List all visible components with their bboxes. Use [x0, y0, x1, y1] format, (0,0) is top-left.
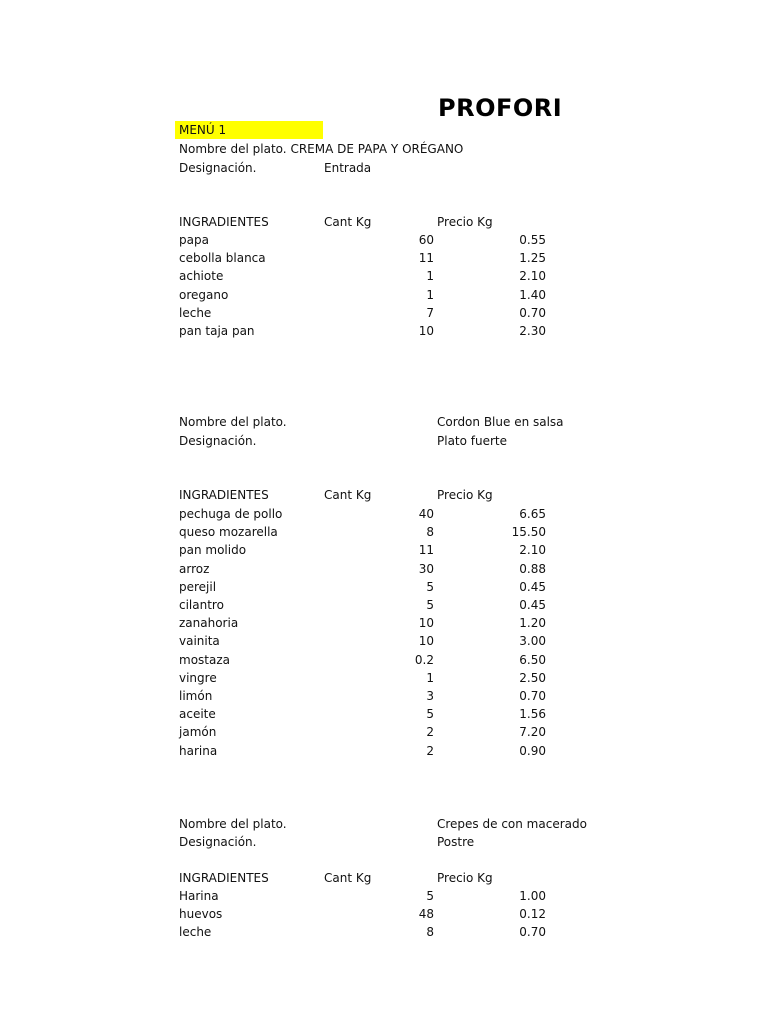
price-cell[interactable]: 1.00: [519, 889, 546, 903]
ingredient-name-cell[interactable]: pechuga de pollo: [179, 507, 283, 521]
table-row: [0, 632, 549, 650]
price-cell[interactable]: 0.90: [519, 743, 546, 758]
designation-row: [0, 159, 549, 177]
price-cell[interactable]: 3.00: [519, 634, 546, 649]
quantity-cell[interactable]: 0.2: [414, 652, 434, 667]
ingredient-name-cell[interactable]: arroz: [179, 561, 210, 576]
ingredient-name-cell[interactable]: leche: [179, 305, 212, 320]
price-cell[interactable]: 0.12: [519, 907, 546, 922]
table-row: [0, 286, 549, 304]
ingredient-name-cell[interactable]: queso mozarella: [179, 525, 278, 540]
quantity-cell[interactable]: 48: [418, 907, 434, 922]
table-row: [0, 742, 549, 760]
ingredient-name-cell[interactable]: limón: [179, 689, 213, 703]
price-cell[interactable]: 0.70: [519, 305, 546, 320]
designation-label[interactable]: Designación.: [179, 835, 257, 849]
ingredient-name-cell[interactable]: oregano: [179, 287, 229, 302]
ingredient-name-cell[interactable]: vainita: [179, 634, 220, 649]
table-row: [0, 267, 549, 285]
table-row: [0, 887, 549, 905]
dish-name-row: [0, 815, 587, 833]
quantity-header[interactable]: Cant Kg: [324, 488, 372, 502]
ingredients-header[interactable]: INGRADIENTES: [179, 215, 269, 229]
price-header[interactable]: Precio Kg: [437, 488, 493, 502]
table-row: [0, 249, 549, 267]
designation-row: [0, 432, 549, 450]
ingredient-name-cell[interactable]: perejil: [179, 579, 217, 594]
quantity-cell[interactable]: 5: [426, 579, 434, 594]
dish-name-row: [0, 413, 564, 431]
designation-label[interactable]: Designación.: [179, 161, 257, 175]
price-cell[interactable]: 1.40: [519, 287, 546, 302]
dish-name-label-with-value[interactable]: Nombre del plato. CREMA DE PAPA Y ORÉGANO: [179, 142, 464, 156]
quantity-cell[interactable]: 3: [426, 689, 434, 703]
ingredient-name-cell[interactable]: harina: [179, 743, 218, 758]
quantity-cell[interactable]: 2: [426, 743, 434, 758]
designation-value[interactable]: Plato fuerte: [437, 434, 508, 448]
price-header[interactable]: Precio Kg: [437, 871, 493, 885]
price-cell[interactable]: 1.25: [519, 251, 546, 266]
price-cell[interactable]: 0.70: [519, 689, 546, 703]
table-row: [0, 505, 549, 523]
table-row: [0, 651, 549, 669]
table-header-row: [0, 486, 549, 504]
ingredient-name-cell[interactable]: vingre: [179, 670, 217, 685]
quantity-cell[interactable]: 5: [426, 707, 434, 722]
ingredient-name-cell[interactable]: cilantro: [179, 598, 224, 612]
price-cell[interactable]: 0.70: [519, 925, 546, 940]
quantity-cell[interactable]: 11: [418, 543, 434, 558]
ingredient-name-cell[interactable]: jamón: [179, 725, 217, 740]
table-row: [0, 541, 549, 559]
price-cell[interactable]: 2.50: [519, 670, 546, 685]
price-cell[interactable]: 2.10: [519, 543, 546, 558]
designation-value[interactable]: Entrada: [324, 161, 372, 175]
table-row: [0, 523, 549, 541]
price-cell[interactable]: 6.50: [519, 652, 546, 667]
price-cell[interactable]: 1.56: [519, 707, 546, 722]
price-cell[interactable]: 6.65: [519, 507, 546, 521]
designation-label[interactable]: Designación.: [179, 434, 257, 448]
price-cell[interactable]: 15.50: [511, 525, 546, 540]
dish-name-row: [0, 140, 549, 158]
quantity-cell[interactable]: 7: [426, 305, 434, 320]
dish-name-value[interactable]: Cordon Blue en salsa: [437, 415, 564, 429]
ingredient-name-cell[interactable]: zanahoria: [179, 616, 239, 631]
quantity-cell[interactable]: 30: [418, 561, 434, 576]
price-cell[interactable]: 0.55: [519, 233, 546, 247]
ingredient-name-cell[interactable]: mostaza: [179, 652, 230, 667]
ingredient-name-cell[interactable]: aceite: [179, 707, 216, 722]
quantity-cell[interactable]: 10: [418, 324, 434, 338]
ingredient-name-cell[interactable]: pan taja pan: [179, 324, 255, 338]
quantity-cell[interactable]: 11: [418, 251, 434, 266]
table-row: [0, 322, 549, 340]
ingredient-name-cell[interactable]: leche: [179, 925, 212, 940]
quantity-cell[interactable]: 5: [426, 889, 434, 903]
quantity-cell[interactable]: 8: [426, 525, 434, 540]
ingredient-name-cell[interactable]: pan molido: [179, 543, 247, 558]
price-cell[interactable]: 7.20: [519, 725, 546, 740]
price-cell[interactable]: 2.30: [519, 324, 546, 338]
table-row: [0, 905, 549, 923]
price-cell[interactable]: 0.45: [519, 579, 546, 594]
price-cell[interactable]: 0.88: [519, 561, 546, 576]
table-row: [0, 723, 549, 741]
table-row: [0, 923, 549, 941]
quantity-cell[interactable]: 60: [418, 233, 434, 247]
ingredient-name-cell[interactable]: huevos: [179, 907, 223, 922]
dish-name-value: CREMA DE PAPA Y ORÉGANO: [290, 142, 464, 156]
ingredient-name-cell[interactable]: Harina: [179, 889, 219, 903]
dish-name-value[interactable]: Crepes de con macerado: [437, 817, 587, 831]
quantity-cell[interactable]: 8: [426, 925, 434, 940]
ingredient-name-cell[interactable]: papa: [179, 233, 209, 247]
quantity-cell[interactable]: 5: [426, 598, 434, 612]
price-header[interactable]: Precio Kg: [437, 215, 493, 229]
table-row: [0, 614, 549, 632]
designation-value[interactable]: Postre: [437, 835, 475, 849]
quantity-cell[interactable]: 10: [418, 634, 434, 649]
menu-label-highlighted[interactable]: MENÚ 1: [175, 121, 323, 139]
table-row: [0, 231, 549, 249]
designation-row: [0, 833, 549, 851]
dish-name-label[interactable]: Nombre del plato.: [179, 817, 287, 831]
quantity-cell[interactable]: 1: [426, 287, 434, 302]
quantity-cell[interactable]: 10: [418, 616, 434, 631]
quantity-cell[interactable]: 2: [426, 725, 434, 740]
quantity-cell[interactable]: 40: [418, 507, 434, 521]
table-row: [0, 687, 549, 705]
ingredients-header[interactable]: INGRADIENTES: [179, 488, 269, 502]
quantity-header[interactable]: Cant Kg: [324, 871, 372, 885]
quantity-cell[interactable]: 1: [426, 670, 434, 685]
ingredient-name-cell[interactable]: achiote: [179, 269, 224, 284]
table-header-row: [0, 213, 549, 231]
table-row: [0, 596, 549, 614]
price-cell[interactable]: 2.10: [519, 269, 546, 284]
ingredient-name-cell[interactable]: cebolla blanca: [179, 251, 266, 266]
table-row: [0, 304, 549, 322]
price-cell[interactable]: 1.20: [519, 616, 546, 631]
table-row: [0, 705, 549, 723]
price-cell[interactable]: 0.45: [519, 598, 546, 612]
dish-name-label[interactable]: Nombre del plato.: [179, 415, 287, 429]
table-row: [0, 560, 549, 578]
table-header-row: [0, 869, 549, 887]
quantity-header[interactable]: Cant Kg: [324, 215, 372, 229]
page-title: PROFORI: [438, 94, 563, 122]
quantity-cell[interactable]: 1: [426, 269, 434, 284]
ingredients-header[interactable]: INGRADIENTES: [179, 871, 269, 885]
table-row: [0, 669, 549, 687]
table-row: [0, 578, 549, 596]
